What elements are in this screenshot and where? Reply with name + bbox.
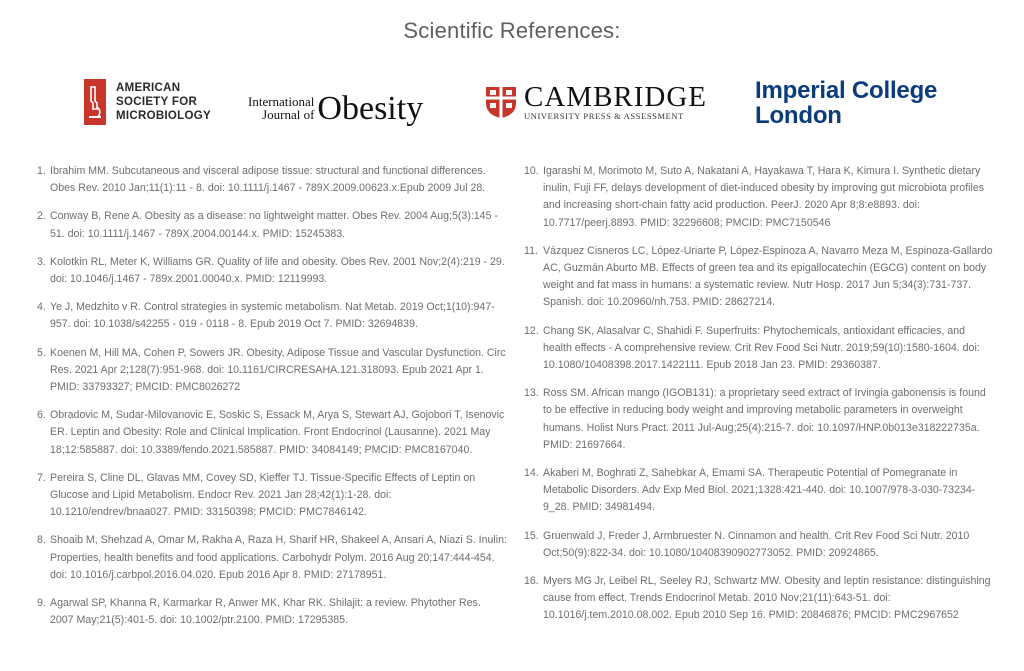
microscope-icon <box>84 79 106 125</box>
reference-item <box>37 345 507 397</box>
reference-text: Akaberi M, Boghrati Z, Sahebkar A, Emami SA. Therapeutic Potential of Pomegranate in Metabolic Disorders. Adv Exp Med Biol. 2021;1328:421-440. doi: 10.1007/978-3-030-73234-9_28. PMID: 34981494. <box>543 467 976 514</box>
reference-number: 4. <box>37 301 46 314</box>
reference-number: 5. <box>37 346 46 359</box>
reference-text: Pereira S, Cline DL, Glavas MM, Covey SD, Kieffer TJ. Tissue-Specific Effects of Leptin on Glucose and Lipid Metabolism. Endocr Rev. 2021 Jan 28;42(1):1-28. doi: 10.1210/endrev/bnaa027. PMID: 33150398; PMCID: PMC7846142. <box>50 471 476 519</box>
cambridge-shield-icon <box>484 85 518 119</box>
reference-number: 8. <box>37 534 46 547</box>
reference-number: 3. <box>37 255 46 268</box>
ijo-wordmark: Obesity <box>317 90 424 127</box>
cambridge-logo <box>484 78 707 126</box>
reference-text: Koenen M, Hill MA, Cohen P, Sowers JR. Obesity, Adipose Tissue and Vascular Dysfunction. Circ Res. 2021 Apr 2;128(7):951-968. doi: 10.1161/CIRCRESAHA.121.318093. Epub 2021 Apr 1. PMID: 33793327; PMCID: PMC8026272 <box>50 346 506 394</box>
reference-item <box>524 573 994 625</box>
references-right-column <box>524 163 994 636</box>
logo-row <box>0 74 1024 134</box>
asm-logo <box>84 78 211 126</box>
reference-text: Myers MG Jr, Leibel RL, Seeley RJ, Schwartz MW. Obesity and leptin resistance: distinguishing cause from effect. Trends Endocrinol Metab. 2010 Nov;21(11):643-51. doi: 10.1016/j.tem.2010.08.002. Epub 2010 Sep 16. PMID: 20846876; PMCID: PMC2967652 <box>543 575 991 622</box>
reference-number: 6. <box>37 409 46 422</box>
reference-text: Chang SK, Alasalvar C, Shahidi F. Superfruits: Phytochemicals, antioxidant efficacies, and health effects - A comprehensive review. Crit Rev Food Sci Nutr. 2019;59(10):1580-1604. doi: 10.1080/10408398.2017.1422111. Epub 2018 Jan 23. PMID: 29360387. <box>543 324 980 372</box>
reference-item <box>524 385 994 454</box>
reference-text: Ross SM. African mango (IGOB131): a proprietary seed extract of Irvingia gabonensis is found to be effective in reducing body weight and improving metabolic parameters in overweight humans. Holist Nurs Pract. 2011 Jul-Aug;25(4):215-7. doi: 10.1097/HNP.0b013e318222735a. PMID: 21697664. <box>543 387 986 451</box>
reference-text: Obradovic M, Sudar-Milovanovic E, Soskic S, Essack M, Arya S, Stewart AJ, Gojobori T, Isenovic ER. Leptin and Obesity: Role and Clinical Implication. Front Endocrinol (Lausanne). 2021 May 18;12:585887. doi: 10.3389/fendo.2021.585887. PMID: 34084149; PMCID: PMC8167040. <box>50 409 505 456</box>
reference-text: Igarashi M, Morimoto M, Suto A, Nakatani A, Hayakawa T, Hara K, Kimura I. Synthetic dietary inulin, Fuji FF, delays development of diet-induced obesity by improving gut microbiota profiles and increasing short-chain fatty acid production. PeerJ. 2020 Apr 8;8:e8893. doi: 10.7717/peerj.8893. PMID: 32296608; PMCID: PMC7150546 <box>543 165 985 229</box>
reference-number: 9. <box>37 597 46 610</box>
page-title: Scientific References: <box>403 18 621 43</box>
reference-item <box>37 163 507 197</box>
references-left-column <box>37 163 507 640</box>
imperial-logo: Imperial College London <box>755 77 938 129</box>
reference-number: 13. <box>524 387 539 400</box>
ijo-small-text: International Journal of <box>248 94 315 122</box>
reference-item <box>524 243 994 312</box>
reference-text: Ibrahim MM. Subcutaneous and visceral adipose tissue: structural and functional differences. Obes Rev. 2010 Jan;11(1):11 - 8. doi: 10.1111/j.1467 - 789X.2009.00623.x.Epub 2009 Jul 28. <box>50 165 486 195</box>
reference-text: Shoaib M, Shehzad A, Omar M, Rakha A, Raza H, Sharif HR, Shakeel A, Ansari A, Niazi S. Inulin: Properties, health benefits and food applications. Carbohydr Polym. 2016 Aug 20;147:444-454. doi: 10.1016/j.carbpol.2016.04.020. Epub 2016 Apr 8. PMID: 27178951. <box>50 534 507 581</box>
reference-text: Conway B, Rene A. Obesity as a disease: no lightweight matter. Obes Rev. 2004 Aug;5(3):145 - 51. doi: 10.1111/j.1467 - 789X.2004.00144.x. PMID: 15245383. <box>50 210 498 240</box>
reference-text: Agarwal SP, Khanna R, Karmarkar R, Anwer MK, Khar RK. Shilajit: a review. Phytother Res. 2007 May;21(5):401-5. doi: 10.1002/ptr.2100. PMID: 17295385. <box>50 597 481 627</box>
reference-item <box>37 595 507 629</box>
reference-number: 10. <box>524 165 539 177</box>
reference-number: 1. <box>37 165 46 177</box>
reference-number: 15. <box>524 529 539 542</box>
reference-item <box>37 299 507 333</box>
reference-number: 11. <box>524 244 538 257</box>
reference-text: Gruenwald J, Freder J, Armbruester N. Cinnamon and health. Crit Rev Food Sci Nutr. 2010 Oct;50(9):822-34. doi: 10.1080/10408390902773052. PMID: 20924865. <box>543 529 970 559</box>
reference-number: 7. <box>37 471 46 484</box>
reference-text: Kolotkin RL, Meter K, Williams GR. Quality of life and obesity. Obes Rev. 2001 Nov;2(4):219 - 29. doi: 10.1046/j.1467 - 789x.2001.00040.x. PMID: 12119993. <box>50 255 505 286</box>
reference-item <box>37 470 507 522</box>
asm-wordmark: AMERICAN SOCIETY FOR MICROBIOLOGY <box>116 82 211 122</box>
reference-number: 16. <box>524 575 539 588</box>
reference-item <box>37 532 507 584</box>
reference-number: 14. <box>524 467 539 480</box>
reference-item <box>37 254 507 288</box>
cambridge-wordmark: CAMBRIDGE UNIVERSITY PRESS & ASSESSMENT <box>524 81 708 121</box>
reference-item <box>524 323 994 375</box>
reference-text: Ye J, Medzhito v R. Control strategies in systemic metabolism. Nat Metab. 2019 Oct;1(10):947-957. doi: 10.1038/s42255 - 019 - 0118 - 8. Epub 2019 Oct 7. PMID: 32694839. <box>50 301 495 331</box>
reference-number: 2. <box>37 210 46 223</box>
reference-number: 12. <box>524 324 539 337</box>
reference-text: Vázquez Cisneros LC, López-Uriarte P, López-Espinoza A, Navarro Meza M, Espinoza-Gallardo AC, Guzmán Aburto MB. Effects of green tea and its epigallocatechin (EGCG) content on body weight and fat mass in humans: a systematic review. Nutr Hosp. 2017 Jun 5;34(3):731-737. Spanish. doi: 10.20960/nh.753. PMID: 28627214. <box>543 244 993 309</box>
reference-item <box>37 407 507 459</box>
reference-item <box>524 465 994 517</box>
reference-item <box>524 528 994 562</box>
reference-item <box>37 208 507 242</box>
reference-item <box>524 163 994 232</box>
ijo-logo <box>248 80 423 126</box>
